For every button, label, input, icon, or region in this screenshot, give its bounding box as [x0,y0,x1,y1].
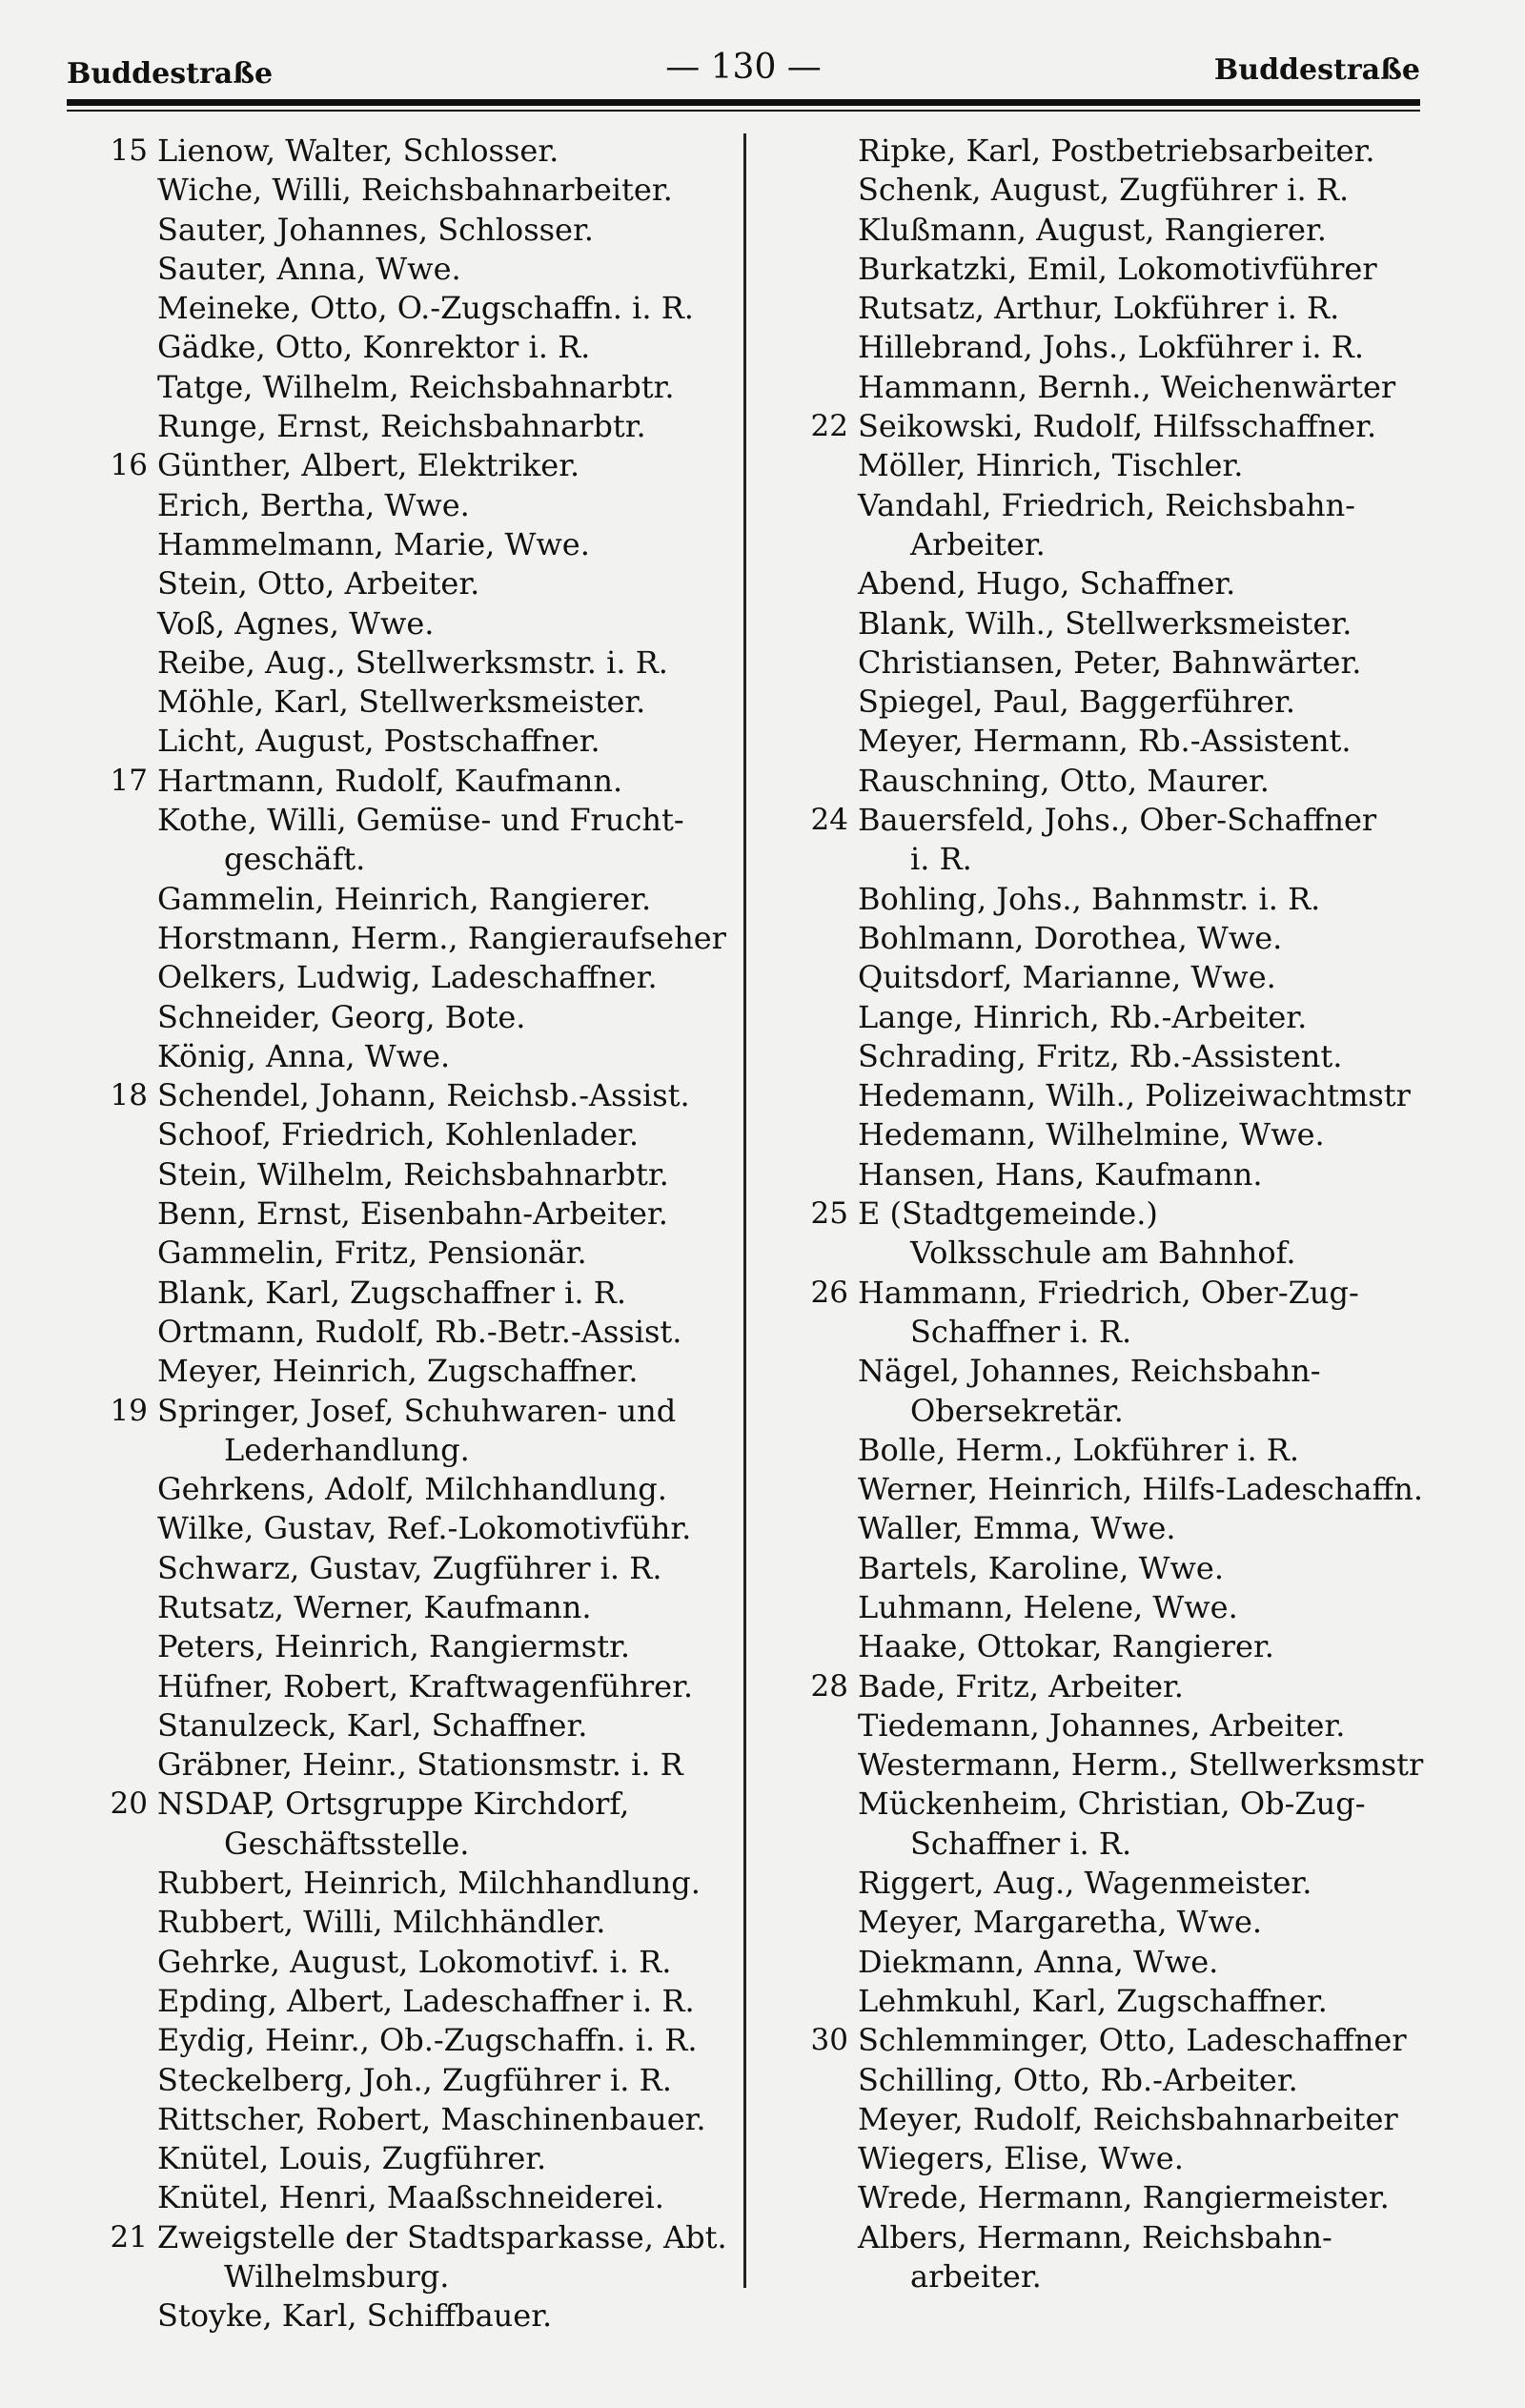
resident-text: NSDAP, Ortsgruppe Kirchdorf, [157,1786,630,1823]
directory-entry [91,525,748,564]
resident-text: Sauter, Johannes, Schlosser. [157,211,594,248]
directory-entry [796,289,1473,328]
resident-text: Albers, Hermann, Reichsbahn- [858,2218,1332,2255]
house-number: 28 [810,1668,848,1704]
house-number: 15 [110,133,148,168]
directory-entry [91,722,748,761]
directory-entry [91,762,748,801]
directory-entry [91,1470,748,1509]
resident-text: Tiedemann, Johannes, Arbeiter. [858,1706,1346,1744]
directory-entry [91,211,748,250]
directory-entry [796,368,1473,407]
directory-entry [91,1431,748,1470]
directory-entry [91,1274,748,1313]
resident-text: Spiegel, Paul, Baggerführer. [858,684,1295,721]
resident-text: Epding, Albert, Ladeschaffner i. R. [157,1982,695,2019]
page-header [67,48,1420,95]
directory-entry [796,1509,1473,1548]
left-column [91,132,748,2337]
resident-text: Gehrkens, Adolf, Milchhandlung. [157,1471,667,1508]
directory-entry [796,1588,1473,1627]
directory-entry [91,171,748,210]
directory-entry [796,762,1473,801]
directory-entry [796,1903,1473,1942]
directory-entry [91,1194,748,1234]
directory-entry [91,1864,748,1903]
house-number: 25 [810,1196,848,1232]
directory-entry [91,1903,748,1942]
directory-entry [796,1037,1473,1076]
resident-text: Lederhandlung. [224,1431,470,1468]
house-number: 16 [110,448,148,483]
header-rule-thin [67,110,1420,112]
house-number: 21 [110,2219,148,2255]
directory-entry [796,132,1473,171]
directory-entry [796,1392,1473,1431]
directory-entry [796,2061,1473,2100]
resident-text: Meyer, Rudolf, Reichsbahnarbeiter [858,2100,1398,2137]
directory-entry [796,328,1473,367]
resident-text: Gehrke, August, Lokomotivf. i. R. [157,1943,672,1980]
directory-entry [796,1352,1473,1391]
resident-text: Blank, Karl, Zugschaffner i. R. [157,1274,626,1311]
resident-text: Schenk, August, Zugführer i. R. [858,172,1350,209]
resident-text: Gammelin, Heinrich, Rangierer. [157,880,652,917]
directory-entry [796,1115,1473,1154]
resident-text: Lange, Hinrich, Rb.-Arbeiter. [858,998,1308,1035]
resident-text: Ortmann, Rudolf, Rb.-Betr.-Assist. [157,1313,682,1350]
resident-text: Gräbner, Heinr., Stationsmstr. i. R [157,1746,683,1784]
directory-entry [91,1392,748,1431]
directory-entry [796,2100,1473,2139]
directory-entry [91,1234,748,1273]
resident-text: Wrede, Hermann, Rangiermeister. [858,2179,1390,2216]
resident-text: Klußmann, August, Rangierer. [858,211,1327,248]
resident-text: Rauschning, Otto, Maurer. [858,762,1270,799]
directory-entry [91,132,748,171]
directory-entry [91,801,748,840]
resident-text: Tatge, Wilhelm, Reichsbahnarbtr. [157,368,675,405]
resident-text: i. R. [910,841,972,878]
resident-text: Stanulzeck, Karl, Schaffner. [157,1706,588,1744]
resident-text: Waller, Emma, Wwe. [858,1510,1176,1547]
resident-text: Obersekretär. [910,1392,1124,1429]
resident-text: Ripke, Karl, Postbetriebsarbeiter. [858,133,1375,169]
resident-text: Eydig, Heinr., Ob.-Zugschaffn. i. R. [157,2022,698,2059]
resident-text: Meineke, Otto, O.-Zugschaffn. i. R. [157,290,694,327]
resident-text: Möller, Hinrich, Tischler. [858,447,1244,484]
directory-entry [796,1194,1473,1234]
resident-text: Schneider, Georg, Bote. [157,998,526,1035]
directory-entry [796,1431,1473,1470]
resident-text: Schilling, Otto, Rb.-Arbeiter. [858,2061,1298,2098]
directory-entry [796,171,1473,210]
directory-entry [796,525,1473,564]
resident-text: Haake, Ottokar, Rangierer. [858,1628,1274,1665]
directory-entry [796,1076,1473,1115]
resident-text: Volksschule am Bahnhof. [910,1235,1296,1272]
directory-entry [91,2178,748,2217]
resident-text: Stein, Wilhelm, Reichsbahnarbtr. [157,1155,669,1193]
resident-text: Vandahl, Friedrich, Reichsbahn- [858,486,1355,523]
directory-entry [91,250,748,289]
directory-entry [91,683,748,722]
resident-text: Hillebrand, Johs., Lokführer i. R. [858,329,1364,366]
header-rule-thick [67,99,1420,106]
resident-text: Bolle, Herm., Lokführer i. R. [858,1431,1300,1468]
resident-text: Günther, Albert, Elektriker. [157,447,580,484]
resident-text: Bade, Fritz, Arbeiter. [858,1667,1184,1704]
resident-text: Schaffner i. R. [910,1825,1132,1862]
resident-text: Stoyke, Karl, Schiffbauer. [157,2297,553,2335]
resident-text: arbeiter. [910,2258,1042,2296]
resident-text: Werner, Heinrich, Hilfs-Ladeschaffn. [858,1471,1424,1508]
directory-entry [796,1667,1473,1706]
directory-entry [91,407,748,446]
directory-entry [796,407,1473,446]
directory-entry [796,722,1473,761]
directory-entry [796,2257,1473,2296]
resident-text: Wilke, Gustav, Ref.-Lokomotivführ. [157,1510,692,1547]
resident-text: Hedemann, Wilh., Polizeiwachtmstr [858,1077,1411,1114]
resident-text: Luhmann, Helene, Wwe. [858,1588,1238,1625]
resident-text: Wilhelmsburg. [224,2258,450,2296]
resident-text: Meyer, Margaretha, Wwe. [858,1904,1263,1941]
resident-text: König, Anna, Wwe. [157,1037,451,1074]
directory-entry [91,1588,748,1627]
directory-entry [91,1352,748,1391]
resident-text: Geschäftsstelle. [224,1825,470,1862]
resident-text: Hartmann, Rudolf, Kaufmann. [157,762,623,799]
resident-text: Bauersfeld, Johs., Ober-Schaffner [858,802,1377,839]
resident-text: Bohlmann, Dorothea, Wwe. [858,919,1283,956]
directory-entry [796,1785,1473,1824]
resident-text: E (Stadtgemeinde.) [858,1195,1158,1233]
directory-entry [91,880,748,919]
directory-entry [91,998,748,1037]
directory-entry [796,211,1473,250]
resident-text: Nägel, Johannes, Reichsbahn- [858,1353,1321,1390]
house-number: 26 [810,1275,848,1310]
house-number: 24 [810,803,848,838]
directory-entry [796,1745,1473,1785]
page-number: — 130 — [665,48,822,87]
directory-entry [796,1549,1473,1588]
resident-text: Hüfner, Robert, Kraftwagenführer. [157,1667,694,1704]
directory-entry [91,2061,748,2100]
directory-entry [796,1155,1473,1194]
resident-text: Christiansen, Peter, Bahnwärter. [858,643,1362,681]
resident-text: Westermann, Herm., Stellwerksmstr [858,1746,1424,1784]
directory-entry [91,1076,748,1115]
directory-entry [796,486,1473,525]
directory-entry [796,1313,1473,1352]
directory-entry [91,919,748,958]
resident-text: Meyer, Heinrich, Zugschaffner. [157,1353,639,1390]
resident-text: Voß, Agnes, Wwe. [157,604,435,642]
directory-entry [796,2139,1473,2178]
header-street-left: Buddestraße [67,57,274,91]
resident-text: Reibe, Aug., Stellwerksmstr. i. R. [157,643,668,681]
resident-text: Knütel, Louis, Zugführer. [157,2140,547,2177]
resident-text: Schrading, Fritz, Rb.-Assistent. [858,1037,1343,1074]
directory-entry [796,2178,1473,2217]
resident-text: Rubbert, Heinrich, Milchhandlung. [157,1865,701,1902]
resident-text: Diekmann, Anna, Wwe. [858,1943,1219,1980]
resident-text: Knütel, Henri, Maaßschneiderei. [157,2179,664,2216]
directory-entry [796,1234,1473,1273]
resident-text: Bohling, Johs., Bahnmstr. i. R. [858,880,1321,917]
directory-entry [796,643,1473,683]
directory-entry [796,1627,1473,1666]
resident-text: Riggert, Aug., Wagenmeister. [858,1865,1312,1902]
directory-entry [796,1274,1473,1313]
resident-text: Schendel, Johann, Reichsb.-Assist. [157,1077,690,1114]
directory-entry [91,289,748,328]
resident-text: Rutsatz, Arthur, Lokführer i. R. [858,290,1340,327]
directory-entry [91,1943,748,1982]
directory-entry [796,958,1473,997]
directory-entry [91,840,748,879]
resident-text: Möhle, Karl, Stellwerksmeister. [157,684,646,721]
resident-text: Oelkers, Ludwig, Ladeschaffner. [157,959,658,996]
directory-entry [91,1155,748,1194]
header-street-right: Buddestraße [1213,53,1420,87]
resident-text: Gammelin, Fritz, Pensionär. [157,1235,587,1272]
resident-text: Meyer, Hermann, Rb.-Assistent. [858,723,1352,760]
directory-entry [796,2021,1473,2060]
resident-text: Hammann, Friedrich, Ober-Zug- [858,1274,1359,1311]
resident-text: Kothe, Willi, Gemüse- und Frucht- [157,802,684,839]
house-number: 18 [110,1078,148,1113]
house-number: 19 [110,1393,148,1428]
directory-entry [796,801,1473,840]
directory-entry [91,1509,748,1548]
directory-entry [91,1825,748,1864]
directory-entry [91,1037,748,1076]
resident-text: Wiegers, Elise, Wwe. [858,2140,1184,2177]
directory-entry [796,1706,1473,1745]
resident-text: Burkatzki, Emil, Lokomotivführer [858,250,1377,287]
resident-text: Springer, Josef, Schuhwaren- und [157,1392,677,1429]
directory-entry [796,1470,1473,1509]
directory-entry [91,446,748,485]
directory-entry [91,2100,748,2139]
resident-text: Benn, Ernst, Eisenbahn-Arbeiter. [157,1195,668,1233]
directory-entry [796,2218,1473,2257]
directory-entry [91,958,748,997]
directory-entry [91,643,748,683]
directory-entry [91,1549,748,1588]
directory-entry [91,2296,748,2336]
directory-entry [796,250,1473,289]
resident-text: Peters, Heinrich, Rangiermstr. [157,1628,631,1665]
resident-text: Gädke, Otto, Konrektor i. R. [157,329,591,366]
house-number: 30 [810,2023,848,2058]
directory-entry [796,446,1473,485]
directory-entry [796,1943,1473,1982]
resident-text: Mückenheim, Christian, Ob-Zug- [858,1786,1366,1823]
resident-text: Abend, Hugo, Schaffner. [858,565,1236,602]
directory-entry [91,1667,748,1706]
directory-entry [796,564,1473,603]
resident-text: Licht, August, Postschaffner. [157,723,600,760]
house-number: 20 [110,1786,148,1822]
resident-text: Runge, Ernst, Reichsbahnarbtr. [157,408,646,445]
directory-entry [796,604,1473,643]
resident-text: Schoof, Friedrich, Kohlenlader. [157,1116,639,1153]
directory-entry [91,2257,748,2296]
directory-entry [91,604,748,643]
resident-text: Hammann, Bernh., Weichenwärter [858,368,1396,405]
resident-text: Rutsatz, Werner, Kaufmann. [157,1588,592,1625]
resident-text: geschäft. [224,841,366,878]
directory-entry [91,1313,748,1352]
directory-entry [91,564,748,603]
resident-text: Bartels, Karoline, Wwe. [858,1549,1224,1586]
directory-entry [91,1982,748,2021]
resident-text: Quitsdorf, Marianne, Wwe. [858,959,1276,996]
resident-text: Lehmkuhl, Karl, Zugschaffner. [858,1982,1328,2019]
resident-text: Sauter, Anna, Wwe. [157,250,461,287]
directory-entry [91,1627,748,1666]
resident-text: Steckelberg, Joh., Zugführer i. R. [157,2061,672,2098]
resident-text: Lienow, Walter, Schlosser. [157,133,559,169]
directory-entry [796,1825,1473,1864]
directory-entry [91,368,748,407]
resident-text: Stein, Otto, Arbeiter. [157,565,480,602]
directory-entry [91,1785,748,1824]
directory-entry [91,2139,748,2178]
directory-entry [796,683,1473,722]
resident-text: Rubbert, Willi, Milchhändler. [157,1904,606,1941]
resident-text: Hansen, Hans, Kaufmann. [858,1155,1263,1193]
directory-entry [796,998,1473,1037]
resident-text: Hedemann, Wilhelmine, Wwe. [858,1116,1325,1153]
resident-text: Rittscher, Robert, Maschinenbauer. [157,2100,706,2137]
directory-entry [796,1982,1473,2021]
directory-entry [91,1115,748,1154]
directory-entry [796,840,1473,879]
resident-text: Arbeiter. [910,525,1046,562]
resident-text: Hammelmann, Marie, Wwe. [157,525,590,562]
directory-entry [91,2021,748,2060]
resident-text: Erich, Bertha, Wwe. [157,486,470,523]
resident-text: Horstmann, Herm., Rangieraufseher [157,919,726,956]
house-number: 17 [110,763,148,798]
directory-entry [91,328,748,367]
resident-text: Schaffner i. R. [910,1313,1132,1350]
directory-entry [91,2218,748,2257]
directory-entry [91,1745,748,1785]
house-number: 22 [810,409,848,444]
directory-entry [91,486,748,525]
resident-text: Seikowski, Rudolf, Hilfsschaffner. [858,408,1377,445]
right-column [796,132,1473,2296]
resident-text: Wiche, Willi, Reichsbahnarbeiter. [157,172,673,209]
directory-entry [796,880,1473,919]
resident-text: Schwarz, Gustav, Zugführer i. R. [157,1549,662,1586]
resident-text: Blank, Wilh., Stellwerksmeister. [858,604,1352,642]
directory-entry [91,1706,748,1745]
directory-entry [796,1864,1473,1903]
resident-text: Schlemminger, Otto, Ladeschaffner [858,2022,1407,2059]
resident-text: Zweigstelle der Stadtsparkasse, Abt. [157,2218,727,2255]
directory-entry [796,919,1473,958]
